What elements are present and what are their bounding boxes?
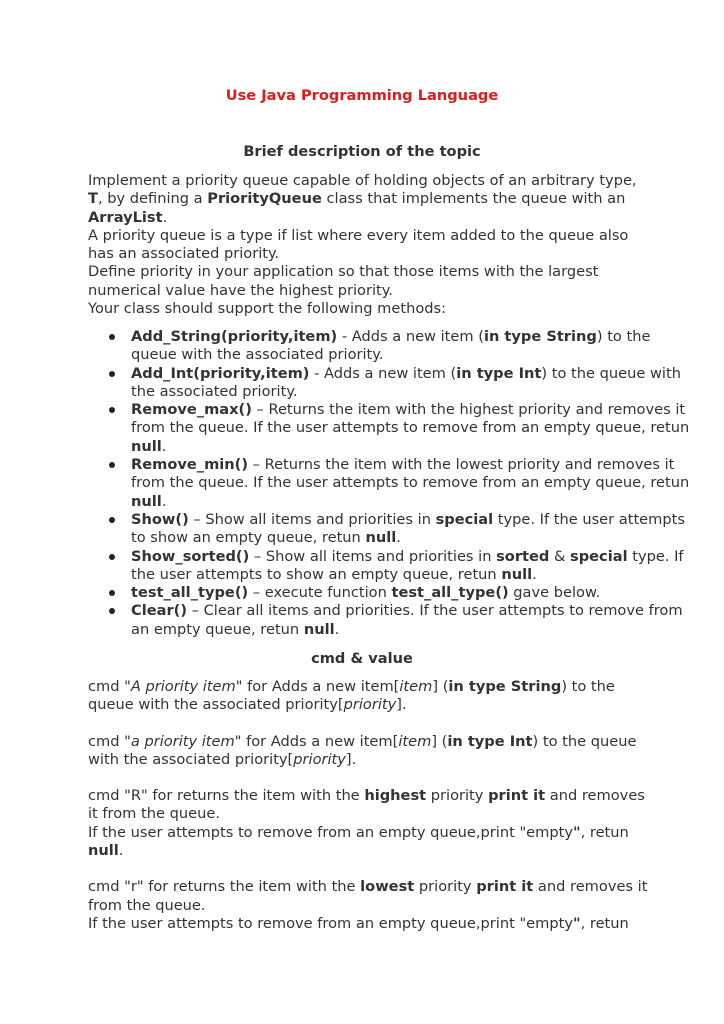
method-item-show: Show() – Show all items and priorities in special type. If the user attempts to show an empty queue, retun null. (131, 511, 691, 548)
cmd-remove-max: cmd "R" for returns the item with the highest priority print it and removes it from the queue. If the user attempts to remove from an empty queue,print "empty", retun null. (88, 787, 645, 860)
intro-paragraph-3: Define priority in your application so that those items with the largest numerical value have the highest priority. (88, 263, 599, 299)
intro-paragraph-4: Your class should support the following methods: (88, 300, 447, 318)
method-item-remove-min: Remove_min() – Returns the item with the lowest priority and removes it from the queue. If the user attempts to remove from an empty queue, retun null. (131, 456, 690, 510)
method-item-add-string: Add_String(priority,item) - Adds a new item (in type String) to the queue with the associated priority. (131, 328, 691, 365)
section-heading-description: Brief description of the topic (243, 143, 481, 160)
document-title: Use Java Programming Language (225, 87, 499, 104)
method-item-add-int: Add_Int(priority,item) - Adds a new item (in type Int) to the queue with the associated priority. (131, 365, 691, 402)
intro-text (88, 172, 648, 318)
cmd-add-string: cmd "A priority item" for Adds a new item[item] (in type String) to the queue with the associated priority[priority]. (88, 678, 615, 714)
method-item-remove-max: Remove_max() – Returns the item with the highest priority and removes it from the queue. If the user attempts to remove from an empty queue, retun null. (131, 401, 690, 455)
intro-paragraph-2: A priority queue is a type if list where every item added to the queue also has an associated priority. (88, 226, 629, 263)
intro-paragraph-1: Implement a priority queue capable of holding objects of an arbitrary type, T, by defining a PriorityQueue class that implements the queue with an ArrayList. (88, 172, 637, 226)
method-item-show-sorted: Show_sorted() – Show all items and priorities in sorted & special type. If the user attempts to show an empty queue, retun null. (131, 548, 691, 585)
cmd-remove-min: cmd "r" for returns the item with the lowest priority print it and removes it from the queue. If the user attempts to remove from an empty queue,print "empty", retun (88, 878, 648, 932)
section-heading-cmd-value: cmd & value (311, 650, 413, 667)
cmd-descriptions (88, 678, 648, 951)
cmd-add-int: cmd "a priority item" for Adds a new item[item] (in type Int) to the queue with the associated priority[priority]. (88, 732, 637, 768)
methods-list (88, 328, 691, 639)
method-item-test-all-type: test_all_type() – execute function test_all_type() gave below. (131, 584, 691, 602)
method-item-clear: Clear() – Clear all items and priorities. If the user attempts to remove from an empty queue, retun null. (131, 602, 691, 639)
